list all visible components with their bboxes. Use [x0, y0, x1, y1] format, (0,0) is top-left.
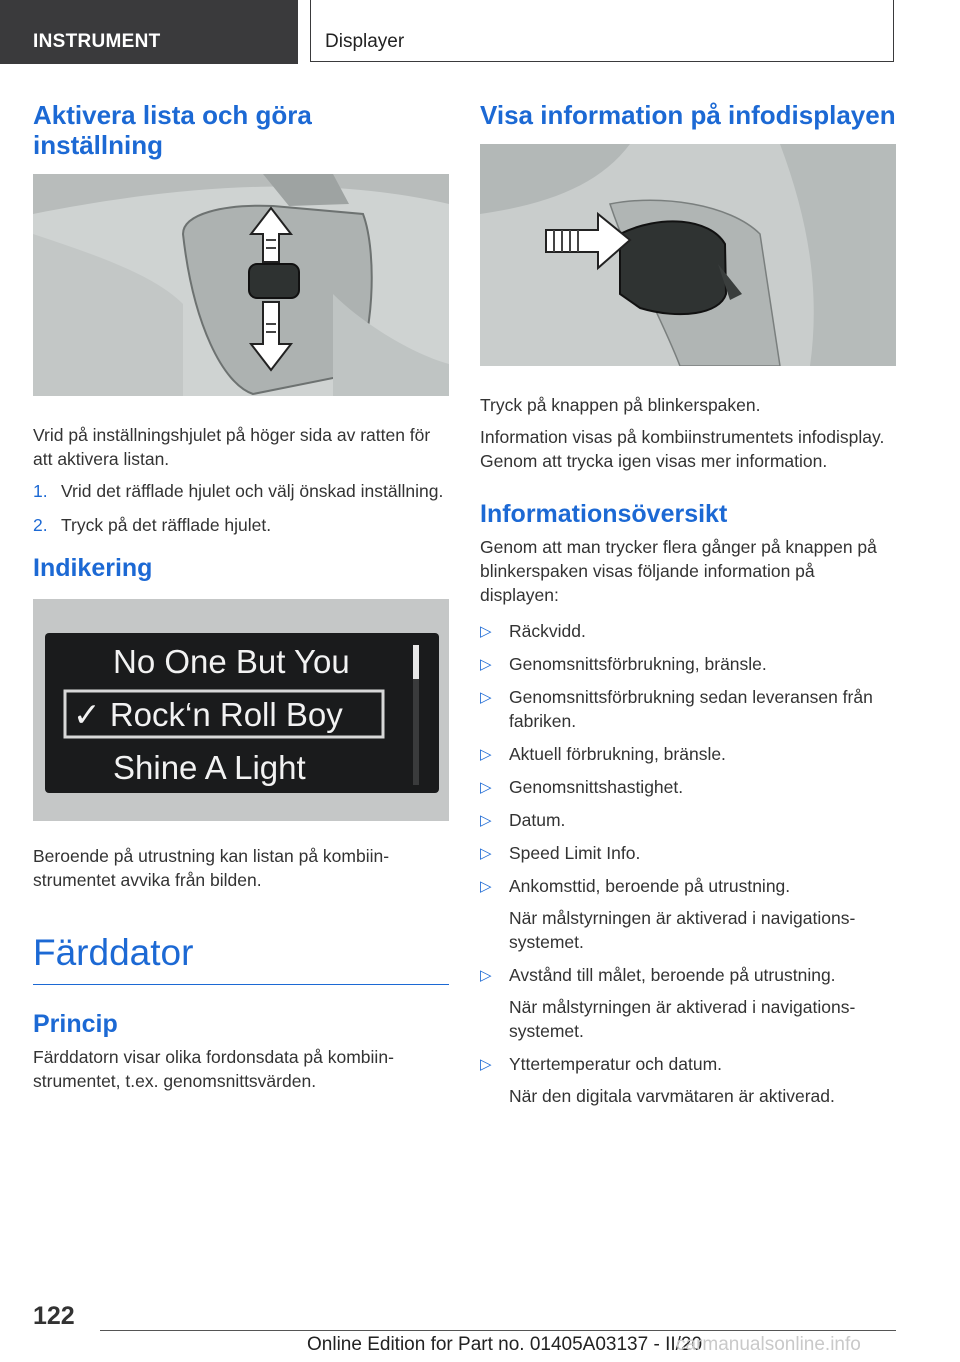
triangle-bullet-icon: ▷: [480, 878, 492, 895]
triangle-bullet-icon: ▷: [480, 689, 492, 706]
heading-indication: Indikering: [33, 554, 153, 582]
triangle-bullet-icon: ▷: [480, 967, 492, 984]
triangle-bullet-icon: ▷: [480, 623, 492, 640]
left-column: [33, 100, 449, 1101]
list-item-note: När den digitala varvmätaren är aktiverad.: [509, 1086, 835, 1106]
step-item: 2. Tryck på det räfflade hjulet.: [33, 515, 272, 535]
page-number: 122: [33, 1302, 75, 1330]
info-list: [480, 619, 896, 1108]
heading-show-info: Visa information på infodisplayen: [480, 100, 896, 130]
list-item: ▷ Aktuell förbrukning, bränsle.: [480, 742, 896, 766]
list-item: ▷ Ankomsttid, beroende på utrustning. När målstyrningen är aktiverad i navigationssystemet.: [480, 874, 896, 954]
instrument-display-photo: [33, 599, 449, 821]
list-item-note: När målstyrningen är aktiverad i navigationssystemet.: [509, 997, 856, 1041]
right-column: [480, 100, 896, 1117]
watermark: carmanualsonline.info: [676, 1334, 861, 1355]
list-item: ▷ Datum.: [480, 808, 896, 832]
para-activate-list: Vrid på inställningshjulet på höger sida av ratten för att aktivera listan.: [33, 425, 431, 469]
chapter-title: Displayer: [325, 31, 405, 52]
list-item: ▷ Speed Limit Info.: [480, 841, 896, 865]
list-item-note: När målstyrningen är aktiverad i navigationssystemet.: [509, 908, 856, 952]
list-item: ▷ Genomsnittsförbrukning sedan leveransen från fabriken.: [480, 687, 873, 731]
para-info-shown: Information visas på kombiinstrumentets infodisplay. Genom att trycka igen visas mer information.: [480, 427, 885, 471]
heading-activate-list: Aktivera lista och göra inställning: [33, 100, 312, 160]
steering-wheel-illustration: [33, 174, 449, 396]
display-item-3: Shine A Light: [113, 749, 306, 786]
list-item: ▷ Räckvidd.: [480, 619, 896, 643]
triangle-bullet-icon: ▷: [480, 746, 492, 763]
turn-signal-lever-illustration: [480, 144, 896, 366]
heading-principle: Princip: [33, 1010, 118, 1038]
chapter-tab: [310, 0, 894, 62]
list-item: ▷ Yttertemperatur och datum. När den digitala varvmätaren är aktiverad.: [480, 1052, 896, 1108]
para-press-button: Tryck på knappen på blinkerspaken.: [480, 395, 761, 415]
para-principle: Färddatorn visar olika fordonsdata på kombiinstrumentet, t.ex. genomsnittsvärden.: [33, 1047, 394, 1091]
para-display-variation: Beroende på utrustning kan listan på kombiinstrumentet avvika från bilden.: [33, 846, 390, 890]
display-item-1: No One But You: [113, 643, 350, 680]
heading-info-overview: Informationsöversikt: [480, 500, 728, 528]
list-item: ▷ Genomsnittsförbrukning, bränsle.: [480, 652, 896, 676]
edition-text: Online Edition for Part no. 01405A03137 - II/20: [307, 1334, 703, 1355]
display-item-2: ✓ Rock‘n Roll Boy: [73, 696, 343, 733]
step-item: 1. Vrid det räfflade hjulet och välj önskad inställning.: [33, 481, 444, 501]
triangle-bullet-icon: ▷: [480, 1056, 492, 1073]
footer-divider: [100, 1330, 896, 1331]
triangle-bullet-icon: ▷: [480, 656, 492, 673]
heading-trip-computer: Färddator: [33, 932, 449, 985]
steps-list: [33, 479, 449, 537]
list-item: ▷ Genomsnittshastighet.: [480, 775, 896, 799]
triangle-bullet-icon: ▷: [480, 845, 492, 862]
para-info-overview: Genom att man trycker flera gånger på knappen på blinkerspaken visas följande information på displayen:: [480, 537, 877, 605]
triangle-bullet-icon: ▷: [480, 779, 492, 796]
section-tab: [0, 0, 298, 64]
triangle-bullet-icon: ▷: [480, 812, 492, 829]
list-item: ▷ Avstånd till målet, beroende på utrustning. När målstyrningen är aktiverad i navigationssystemet.: [480, 963, 896, 1043]
section-title: INSTRUMENT: [33, 31, 161, 52]
